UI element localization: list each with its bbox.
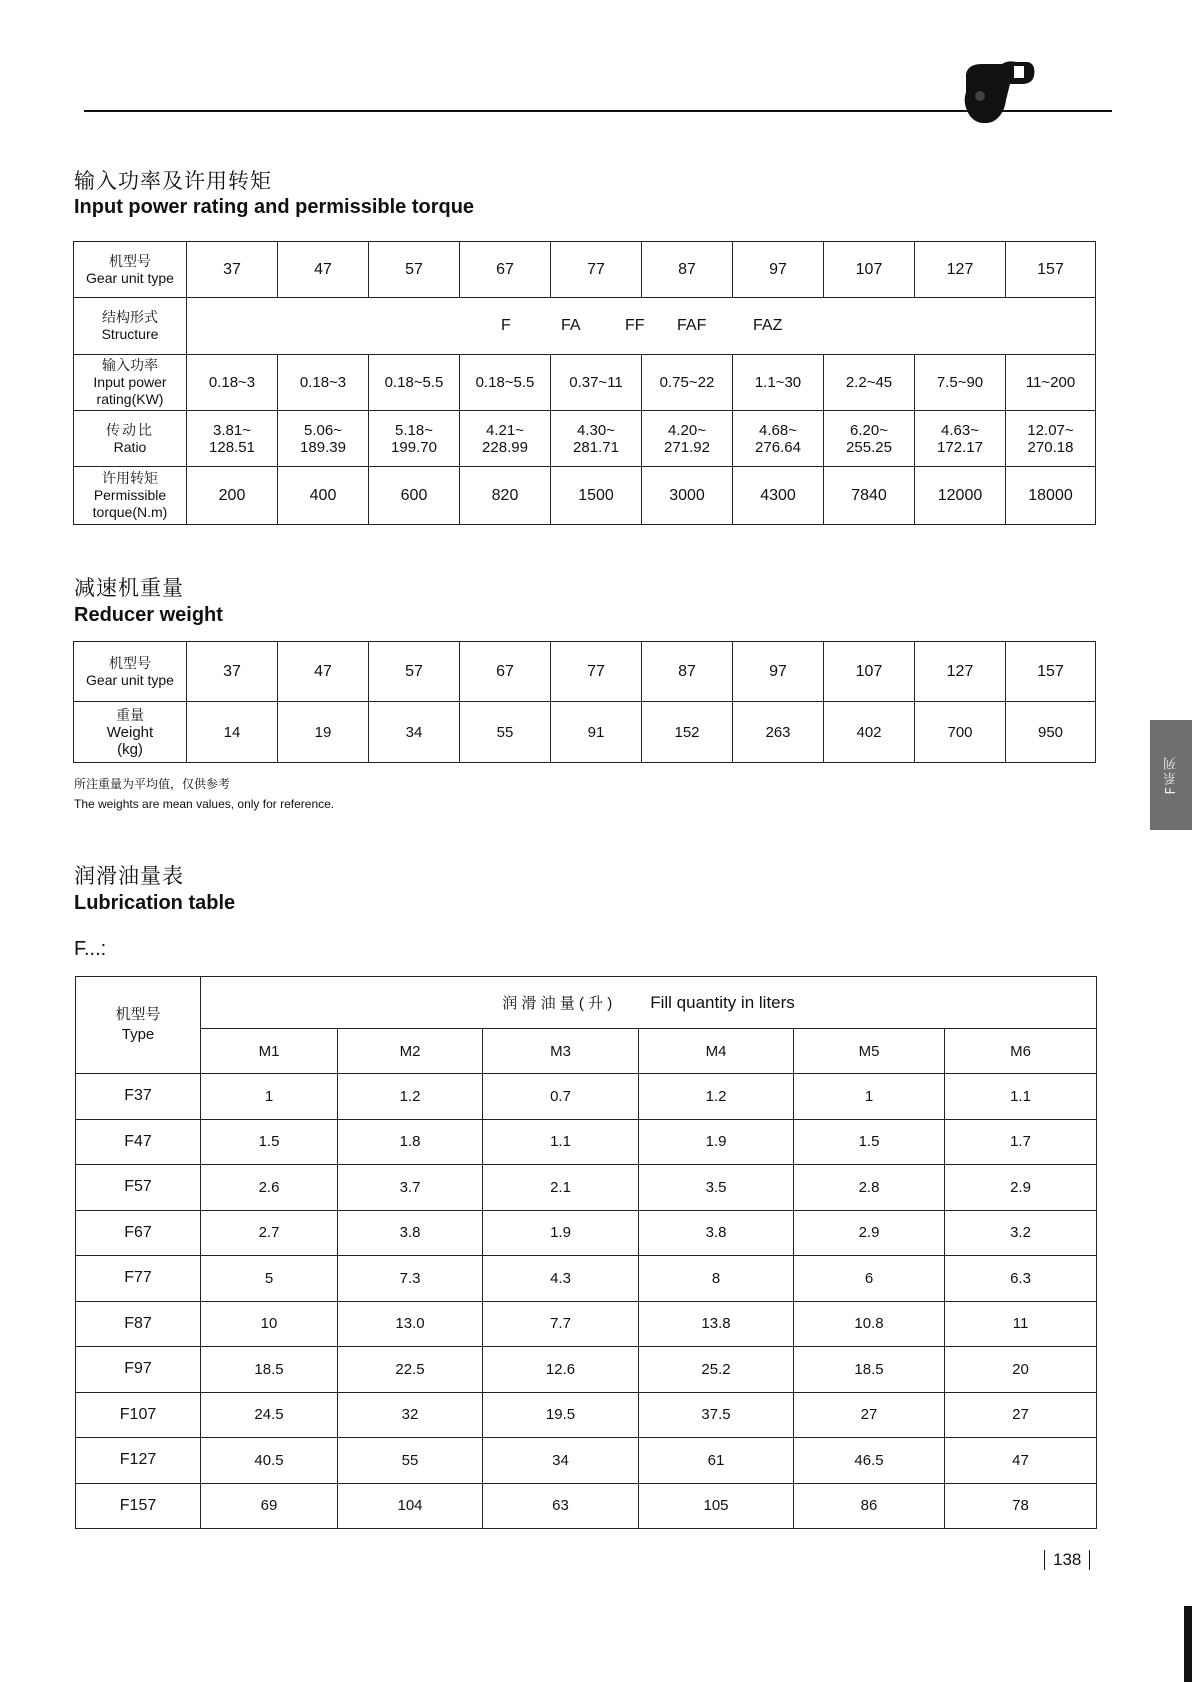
row-header — [74, 242, 187, 298]
ratio-min: 4.68~ — [759, 421, 797, 439]
fill-cell: 7.3 — [338, 1256, 483, 1302]
ratio-max: 189.39 — [300, 438, 346, 456]
cell: 152 — [642, 702, 733, 763]
cell: 67 — [460, 642, 551, 702]
label-cn: 结构形式 — [102, 309, 158, 325]
label-en: Input power — [93, 374, 167, 390]
structure-item: FF — [625, 317, 645, 334]
ratio-min: 5.06~ — [304, 421, 342, 439]
cell: 700 — [915, 702, 1006, 763]
label-en: Ratio — [113, 438, 147, 455]
structure-item: FA — [561, 317, 581, 334]
cell: 1500 — [551, 467, 642, 525]
cell: 77 — [551, 242, 642, 298]
cell: 19 — [278, 702, 369, 763]
table-row — [76, 1301, 1097, 1347]
cell: 0.18~3 — [278, 355, 369, 411]
fill-cell: 1 — [794, 1074, 945, 1120]
label-en: Weight — [106, 723, 154, 741]
cell: 157 — [1006, 642, 1096, 702]
fill-cell: 10 — [201, 1301, 338, 1347]
cell — [1006, 411, 1096, 467]
fill-cell: 61 — [639, 1438, 794, 1484]
label-cn: 传动比 — [106, 421, 154, 438]
cell: 400 — [278, 467, 369, 525]
power-section-title-en: Input power rating and permissible torque — [74, 196, 475, 218]
structure-item: FAF — [677, 317, 707, 334]
label-cn: 机型号 — [115, 1006, 161, 1023]
fill-cell: 27 — [945, 1392, 1097, 1438]
fill-cell: 18.5 — [201, 1347, 338, 1393]
label-en: torque(N.m) — [92, 504, 168, 520]
row-header — [74, 467, 187, 525]
label-en: (kg) — [117, 740, 143, 758]
fill-cell: 69 — [201, 1483, 338, 1529]
fill-cell: 40.5 — [201, 1438, 338, 1484]
weight-row — [74, 702, 1096, 763]
cell: 157 — [1006, 242, 1096, 298]
fill-cell: 22.5 — [338, 1347, 483, 1393]
gear-unit-type-row — [74, 242, 1096, 298]
fill-quantity-header-row — [76, 977, 1097, 1029]
fill-cell: 18.5 — [794, 1347, 945, 1393]
label-en: Gear unit type — [86, 269, 174, 286]
cell: 37 — [187, 642, 278, 702]
cell: 0.18~5.5 — [460, 355, 551, 411]
fill-cell: 6.3 — [945, 1256, 1097, 1302]
fill-cell: 11 — [945, 1301, 1097, 1347]
lubrication-section-title-cn: 润滑油量表 — [74, 864, 184, 888]
ratio-min: 12.07~ — [1027, 421, 1074, 439]
fill-cell: 20 — [945, 1347, 1097, 1393]
ratio-max: 276.64 — [755, 438, 801, 456]
fill-cell: 1.1 — [483, 1119, 639, 1165]
label-en: rating(KW) — [96, 391, 164, 407]
fill-cell: 1.2 — [338, 1074, 483, 1120]
fill-cell: 3.8 — [639, 1210, 794, 1256]
cell: 97 — [733, 642, 824, 702]
ratio-min: 5.18~ — [395, 421, 433, 439]
fill-cell: 2.7 — [201, 1210, 338, 1256]
cell: 7.5~90 — [915, 355, 1006, 411]
cell: 55 — [460, 702, 551, 763]
row-header — [74, 298, 187, 355]
cell: 0.18~3 — [187, 355, 278, 411]
column-header-m4: M4 — [639, 1029, 794, 1074]
cell: 57 — [369, 642, 460, 702]
cell: 37 — [187, 242, 278, 298]
gear-unit-type-row — [74, 642, 1096, 702]
side-tab-label: F系列 — [1163, 755, 1179, 795]
fill-cell: 19.5 — [483, 1392, 639, 1438]
mounting-position-header-row — [76, 1029, 1097, 1074]
cell: 14 — [187, 702, 278, 763]
type-cell: F97 — [76, 1347, 201, 1393]
structure-item: FAZ — [753, 317, 783, 334]
fill-cell: 4.3 — [483, 1256, 639, 1302]
cell: 200 — [187, 467, 278, 525]
row-header — [74, 411, 187, 467]
fill-cell: 55 — [338, 1438, 483, 1484]
fill-cell: 8 — [639, 1256, 794, 1302]
fill-cell: 6 — [794, 1256, 945, 1302]
ratio-max: 228.99 — [482, 438, 528, 456]
ratio-max: 255.25 — [846, 438, 892, 456]
label-en: Fill quantity in liters — [650, 993, 795, 1012]
cell: 91 — [551, 702, 642, 763]
cell: 950 — [1006, 702, 1096, 763]
fill-cell: 1.7 — [945, 1119, 1097, 1165]
table-row — [76, 1210, 1097, 1256]
ratio-max: 271.92 — [664, 438, 710, 456]
column-header-m3: M3 — [483, 1029, 639, 1074]
table-row — [76, 1392, 1097, 1438]
fill-cell: 7.7 — [483, 1301, 639, 1347]
fill-cell: 32 — [338, 1392, 483, 1438]
ratio-min: 6.20~ — [850, 421, 888, 439]
fill-cell: 3.5 — [639, 1165, 794, 1211]
fill-cell: 13.8 — [639, 1301, 794, 1347]
fill-cell: 46.5 — [794, 1438, 945, 1484]
cell — [915, 411, 1006, 467]
table-row — [76, 1347, 1097, 1393]
type-cell: F57 — [76, 1165, 201, 1211]
label-en: Gear unit type — [86, 671, 174, 688]
table-row — [76, 1483, 1097, 1529]
fill-cell: 12.6 — [483, 1347, 639, 1393]
input-power-row — [74, 355, 1096, 411]
fill-cell: 2.9 — [945, 1165, 1097, 1211]
cell — [824, 411, 915, 467]
label-cn: 输入功率 — [102, 357, 158, 373]
fill-cell: 1.9 — [483, 1210, 639, 1256]
series-subhead: F...: — [74, 938, 107, 960]
weight-note-en: The weights are mean values, only for reference. — [74, 797, 335, 811]
label-en: Structure — [101, 326, 159, 342]
label-cn: 润 滑 油 量 ( 升 ) — [502, 995, 613, 1012]
structure-values — [187, 298, 1096, 355]
fill-cell: 2.1 — [483, 1165, 639, 1211]
lubrication-section-title-en: Lubrication table — [74, 892, 236, 914]
cell: 1.1~30 — [733, 355, 824, 411]
column-header-m1: M1 — [201, 1029, 338, 1074]
row-header — [74, 702, 187, 763]
cell: 67 — [460, 242, 551, 298]
fill-cell: 5 — [201, 1256, 338, 1302]
cell: 34 — [369, 702, 460, 763]
series-side-tab — [1150, 720, 1192, 830]
cell: 77 — [551, 642, 642, 702]
fill-cell: 63 — [483, 1483, 639, 1529]
ratio-min: 3.81~ — [213, 421, 251, 439]
type-cell: F67 — [76, 1210, 201, 1256]
fill-cell: 1.8 — [338, 1119, 483, 1165]
cell: 600 — [369, 467, 460, 525]
fill-cell: 13.0 — [338, 1301, 483, 1347]
gear-motor-logo-icon — [958, 56, 1038, 130]
cell: 107 — [824, 642, 915, 702]
cell — [278, 411, 369, 467]
cell: 3000 — [642, 467, 733, 525]
cell: 12000 — [915, 467, 1006, 525]
type-header — [76, 977, 201, 1074]
ratio-row — [74, 411, 1096, 467]
fill-cell: 0.7 — [483, 1074, 639, 1120]
weight-note-cn: 所注重量为平均值，仅供参考 — [74, 777, 231, 791]
ratio-min: 4.63~ — [941, 421, 979, 439]
ratio-max: 172.17 — [937, 438, 983, 456]
fill-cell: 34 — [483, 1438, 639, 1484]
fill-cell: 2.9 — [794, 1210, 945, 1256]
cell: 0.75~22 — [642, 355, 733, 411]
cell — [369, 411, 460, 467]
type-cell: F157 — [76, 1483, 201, 1529]
fill-cell: 47 — [945, 1438, 1097, 1484]
cell: 263 — [733, 702, 824, 763]
fill-cell: 3.7 — [338, 1165, 483, 1211]
cell — [642, 411, 733, 467]
fill-cell: 1 — [201, 1074, 338, 1120]
fill-cell: 86 — [794, 1483, 945, 1529]
column-header-m2: M2 — [338, 1029, 483, 1074]
fill-cell: 27 — [794, 1392, 945, 1438]
fill-cell: 3.8 — [338, 1210, 483, 1256]
cell: 820 — [460, 467, 551, 525]
cell: 87 — [642, 242, 733, 298]
column-header-m6: M6 — [945, 1029, 1097, 1074]
fill-cell: 10.8 — [794, 1301, 945, 1347]
type-cell: F107 — [76, 1392, 201, 1438]
cell: 87 — [642, 642, 733, 702]
fill-cell: 1.1 — [945, 1074, 1097, 1120]
fill-cell: 37.5 — [639, 1392, 794, 1438]
ratio-max: 281.71 — [573, 438, 619, 456]
fill-cell: 1.2 — [639, 1074, 794, 1120]
type-cell: F77 — [76, 1256, 201, 1302]
label-cn: 许用转矩 — [102, 470, 158, 486]
structure-item: F — [501, 317, 511, 334]
fill-cell: 3.2 — [945, 1210, 1097, 1256]
ratio-min: 4.20~ — [668, 421, 706, 439]
cell: 402 — [824, 702, 915, 763]
table-row — [76, 1438, 1097, 1484]
type-cell: F127 — [76, 1438, 201, 1484]
cell: 127 — [915, 242, 1006, 298]
fill-cell: 1.9 — [639, 1119, 794, 1165]
cell: 107 — [824, 242, 915, 298]
power-torque-table — [73, 241, 1096, 525]
table-row — [76, 1119, 1097, 1165]
cell: 11~200 — [1006, 355, 1096, 411]
cell: 97 — [733, 242, 824, 298]
permissible-torque-row — [74, 467, 1096, 525]
ratio-min: 4.30~ — [577, 421, 615, 439]
cell: 127 — [915, 642, 1006, 702]
column-header-m5: M5 — [794, 1029, 945, 1074]
fill-cell: 1.5 — [201, 1119, 338, 1165]
cell: 7840 — [824, 467, 915, 525]
ratio-min: 4.21~ — [486, 421, 524, 439]
fill-cell: 2.6 — [201, 1165, 338, 1211]
cell — [460, 411, 551, 467]
ratio-max: 128.51 — [209, 438, 255, 456]
fill-quantity-header — [201, 977, 1097, 1029]
weight-section-title-en: Reducer weight — [74, 604, 223, 626]
cell: 2.2~45 — [824, 355, 915, 411]
label-cn: 机型号 — [109, 654, 151, 671]
row-header — [74, 642, 187, 702]
cell: 0.37~11 — [551, 355, 642, 411]
fill-cell: 105 — [639, 1483, 794, 1529]
fill-cell: 2.8 — [794, 1165, 945, 1211]
type-cell: F47 — [76, 1119, 201, 1165]
cell: 4300 — [733, 467, 824, 525]
structure-row — [74, 298, 1096, 355]
cell — [733, 411, 824, 467]
type-cell: F37 — [76, 1074, 201, 1120]
cell — [551, 411, 642, 467]
cell — [187, 411, 278, 467]
fill-cell: 24.5 — [201, 1392, 338, 1438]
label-cn: 重量 — [116, 706, 144, 723]
ratio-max: 270.18 — [1027, 438, 1074, 456]
label-en: Permissible — [93, 487, 167, 503]
fill-cell: 78 — [945, 1483, 1097, 1529]
label-cn: 机型号 — [109, 252, 151, 269]
page-number: 138 — [1044, 1550, 1090, 1570]
cell: 0.18~5.5 — [369, 355, 460, 411]
table-row — [76, 1074, 1097, 1120]
reducer-weight-table — [73, 641, 1096, 763]
fill-cell: 25.2 — [639, 1347, 794, 1393]
edge-mark — [1184, 1606, 1192, 1682]
cell: 57 — [369, 242, 460, 298]
lubrication-table — [75, 976, 1097, 1529]
table-row — [76, 1165, 1097, 1211]
cell: 18000 — [1006, 467, 1096, 525]
fill-cell: 1.5 — [794, 1119, 945, 1165]
table-row — [76, 1256, 1097, 1302]
label-en: Type — [121, 1026, 155, 1043]
weight-section-title-cn: 减速机重量 — [74, 576, 184, 600]
cell: 47 — [278, 242, 369, 298]
fill-cell: 104 — [338, 1483, 483, 1529]
row-header — [74, 355, 187, 411]
power-section-title-cn: 输入功率及许用转矩 — [74, 169, 272, 193]
cell: 47 — [278, 642, 369, 702]
ratio-max: 199.70 — [391, 438, 437, 456]
type-cell: F87 — [76, 1301, 201, 1347]
